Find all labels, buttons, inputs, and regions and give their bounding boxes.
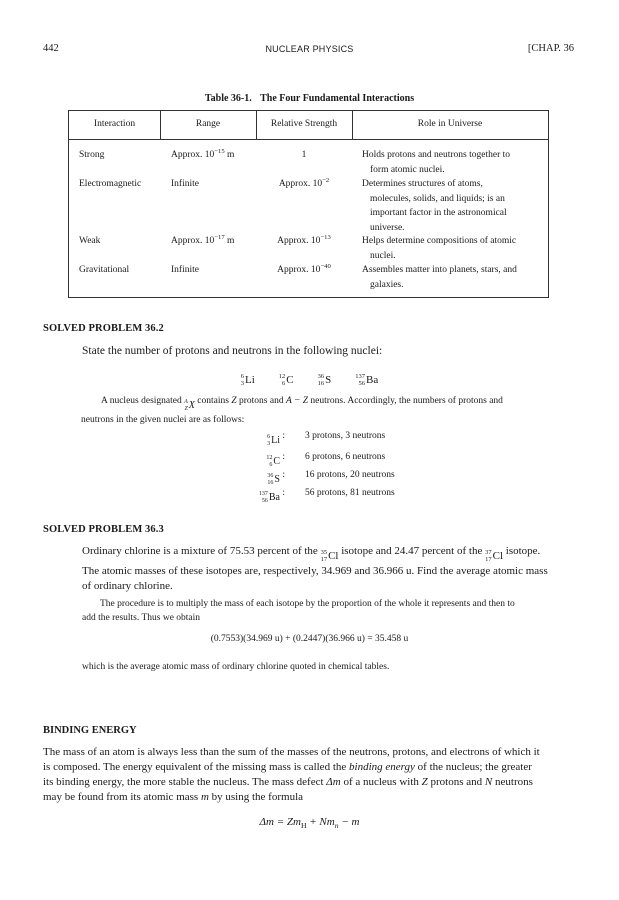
cell-strength: Approx. $10^{-40}$ xyxy=(277,262,331,275)
problem-36-2-solution: A nucleus designated A Z X contains Z protons and A − Z neutrons. Accordingly, the numbers of protons and neutrons in the given nuclei are as follows: xyxy=(81,396,503,425)
cell-interaction: Weak xyxy=(79,236,101,246)
nuclei-list xyxy=(0,365,619,387)
nucleus-ba: 137 56 Ba xyxy=(355,373,379,387)
section-heading: BINDING ENERGY xyxy=(43,725,137,736)
cell-interaction: Strong xyxy=(79,150,105,160)
problem-36-3-solution: The procedure is to multiply the mass of each isotope by the proportion of the whole it represents and then to add the results. Thus we obtain xyxy=(82,599,515,623)
header-interaction: Interaction xyxy=(93,119,136,129)
cell-role: Helps determine compositions of atomic nuclei. xyxy=(362,236,517,261)
page-number: 442 xyxy=(43,43,59,54)
header-role: Role in Universe xyxy=(417,119,483,129)
problem-36-2-statement: State the number of protons and neutrons in the following nuclei: xyxy=(82,345,383,357)
problem-36-3-statement: Ordinary chlorine is a mixture of 75.53 percent of the 35 17 Cl isotope and 24.47 percent of the 37 17 Cl isotope. The atomic masses of these isotopes are, respectively, 34.969 and 36.966 u. Find the average atomic mass of ordinary chlorine. xyxy=(82,545,548,592)
binding-energy-paragraph: The mass of an atom is always less than the sum of the masses of the neutrons, protons, and electrons of which it is composed. The energy equivalent of the missing mass is called the binding energy of the nucleus; the greater its binding energy, the more stable the nucleus. The mass defect Δm of a nucleus with Z protons and N neutrons may be found from its atomic mass m by using the formula xyxy=(43,746,540,803)
nucleus-s: 36 16 S xyxy=(317,373,332,387)
chapter-label: [CHAP. 36 xyxy=(527,43,574,54)
cell-strength: Approx. $10^{-13}$ xyxy=(277,233,331,246)
cell-range: Approx. $10^{-17}$ m xyxy=(171,233,235,246)
cell-role: Assembles matter into planets, stars, and galaxies. xyxy=(362,265,517,290)
cell-strength: 1 xyxy=(301,150,307,160)
header-range: Range xyxy=(195,119,221,129)
cell-interaction: Gravitational xyxy=(79,265,130,275)
mass-defect-formula: $\Delta m = Zm_H + Nm_n - m$ xyxy=(259,816,360,831)
chlorine-equation: (0.7553)(34.969 u) + (0.2447)(36.966 u) = 35.458 u xyxy=(210,634,409,644)
problem-36-2-heading: SOLVED PROBLEM 36.2 xyxy=(43,323,164,334)
nucleus-li: 6 3 Li xyxy=(240,373,255,387)
nucleus-c: 12 6 C xyxy=(278,373,294,387)
cell-role: Holds protons and neutrons together to form atomic nuclei. xyxy=(362,150,511,175)
cell-range: Infinite xyxy=(171,179,199,189)
table-caption xyxy=(0,93,619,104)
cell-range: Infinite xyxy=(171,265,199,275)
cell-role: Determines structures of atoms, molecules, solids, and liquids; is an important factor in the astronomical universe. xyxy=(362,179,507,233)
problem-36-3-heading: SOLVED PROBLEM 36.3 xyxy=(43,524,164,535)
problem-36-3-conclusion: which is the average atomic mass of ordinary chlorine quoted in chemical tables. xyxy=(82,662,390,672)
running-title: NUCLEAR PHYSICS xyxy=(265,44,354,54)
interactions-table xyxy=(68,110,549,298)
table-caption-number: Table 36-1. xyxy=(204,93,252,104)
cell-range: Approx. $10^{-15}$ m xyxy=(171,147,235,160)
cell-interaction: Electromagnetic xyxy=(79,179,142,189)
header-relative-strength: Relative Strength xyxy=(270,119,338,129)
table-caption-title: The Four Fundamental Interactions xyxy=(260,93,415,104)
cell-strength: Approx. $10^{-2}$ xyxy=(278,176,330,189)
